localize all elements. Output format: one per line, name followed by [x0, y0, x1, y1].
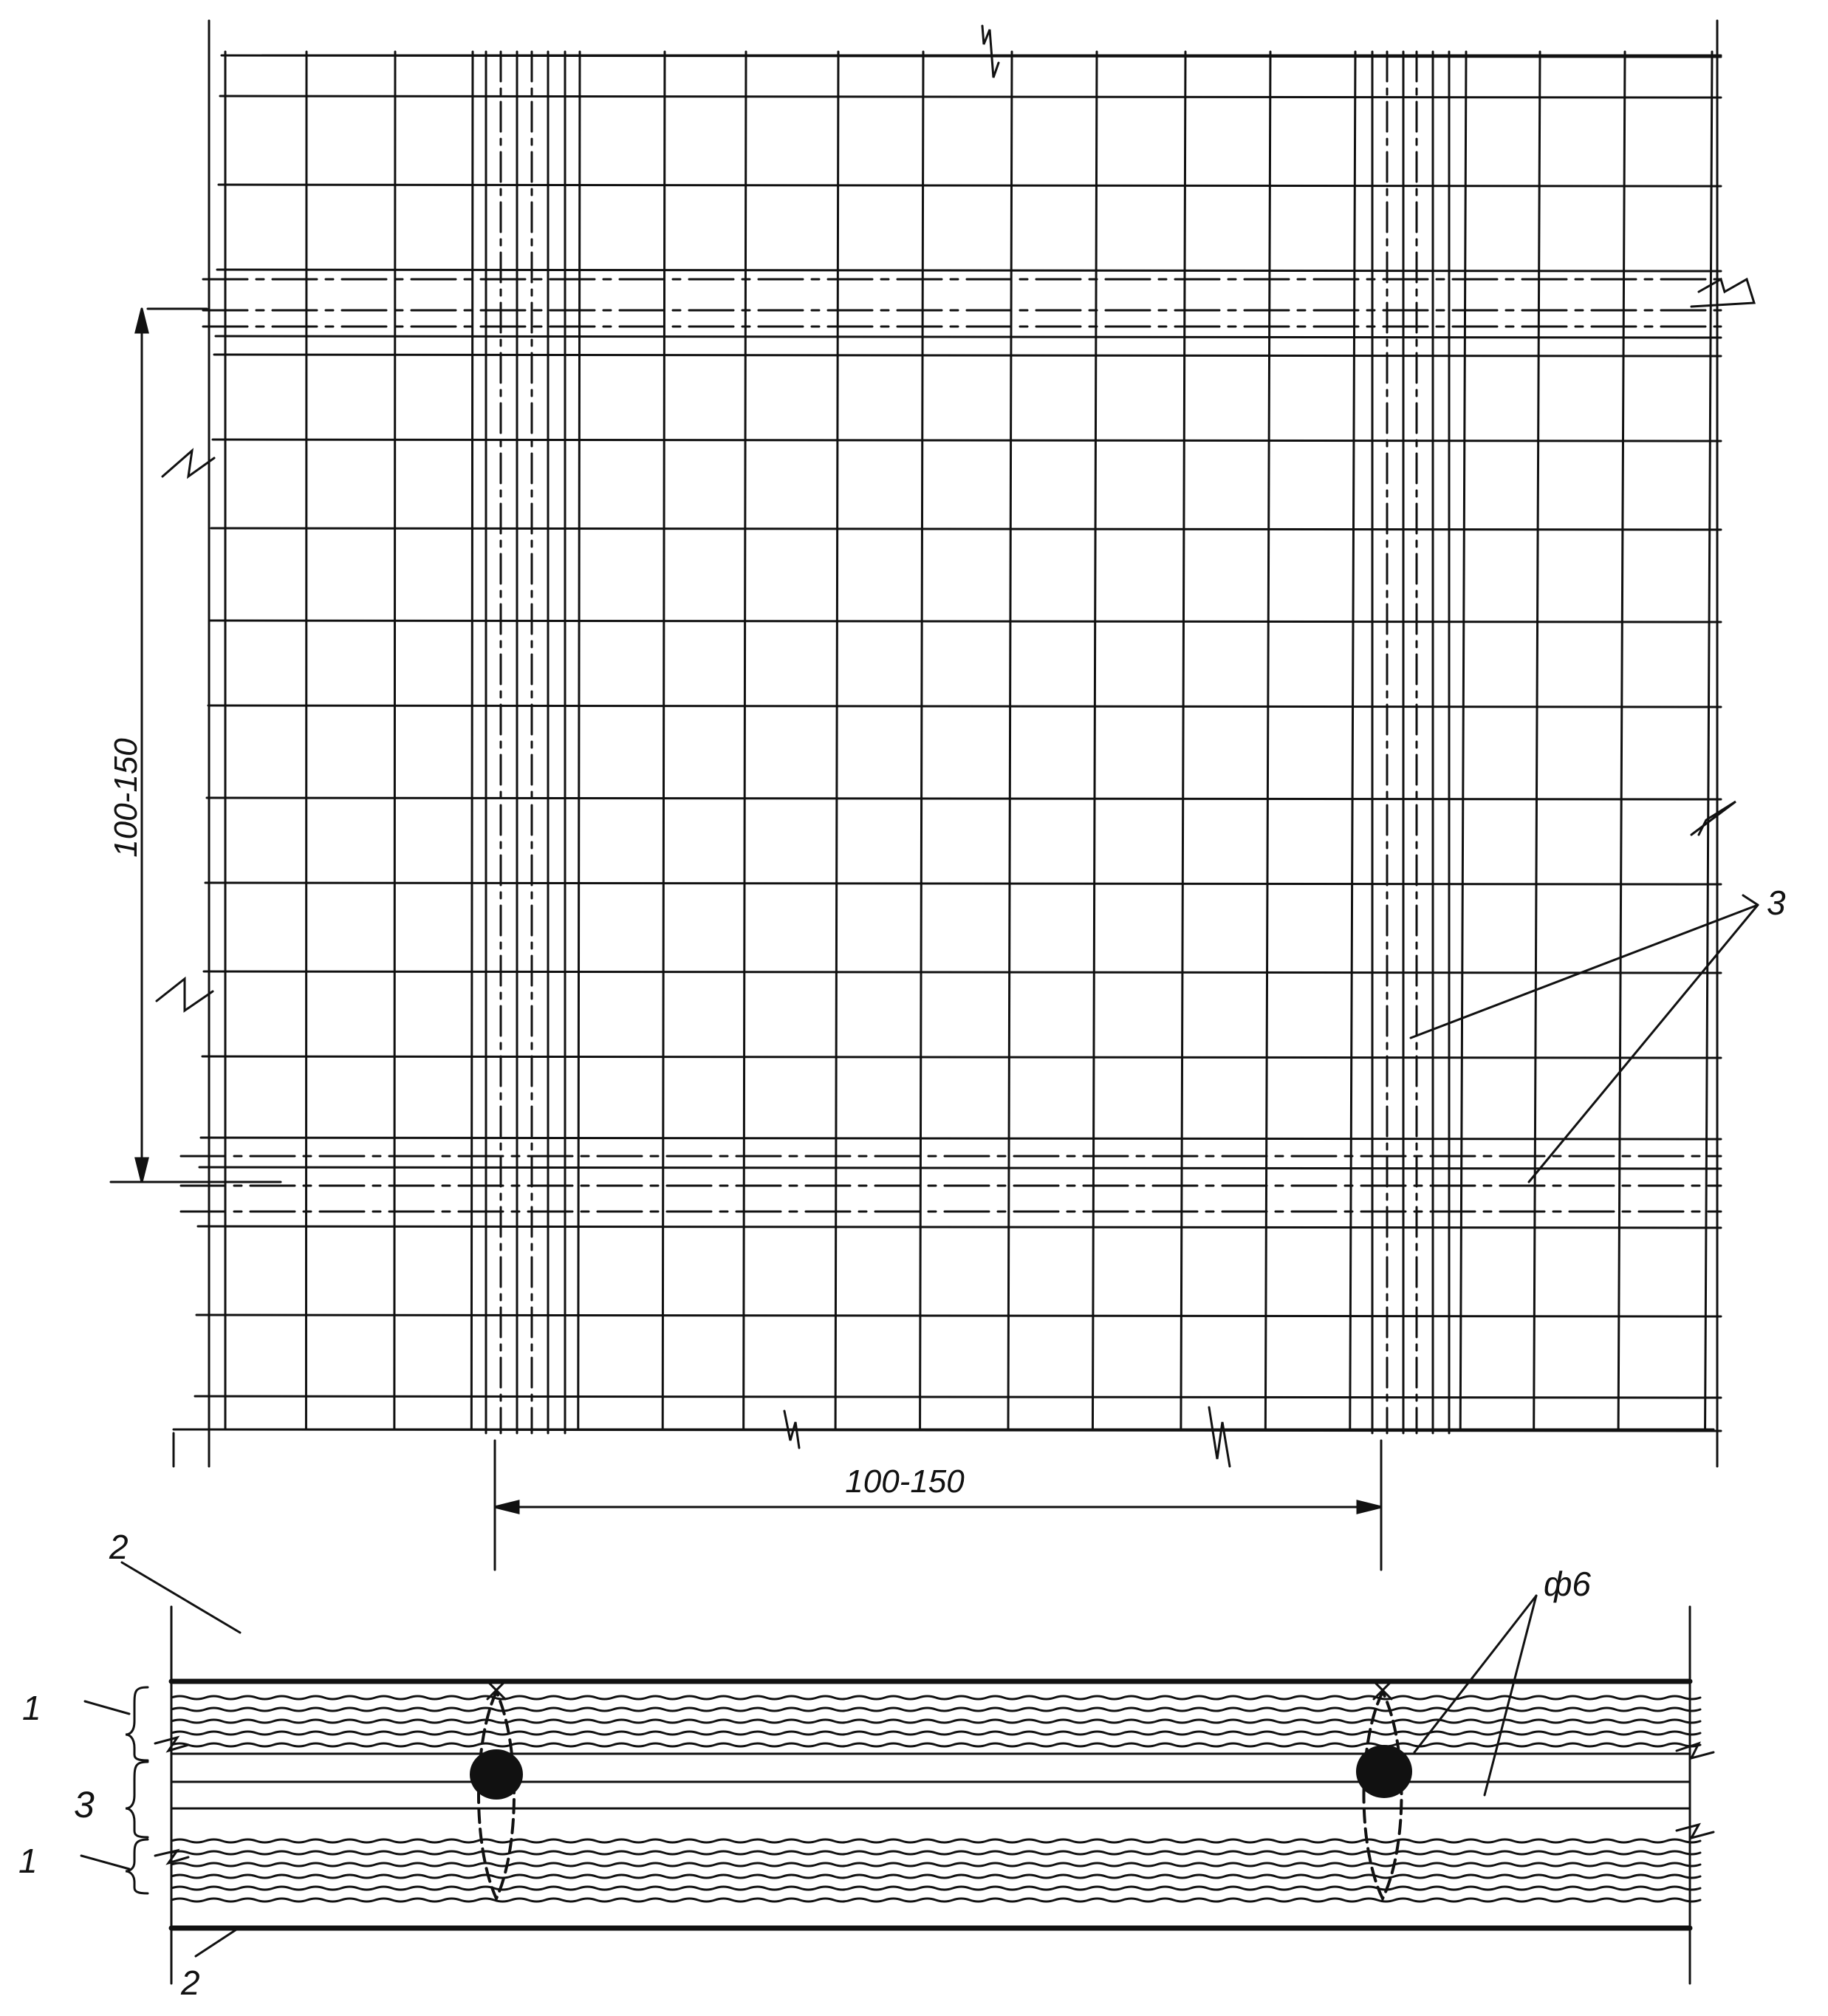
- mesh-horizontal-line: [204, 971, 1721, 973]
- wavy-layer-line: [171, 1720, 1700, 1723]
- mesh-vertical-line: [1705, 52, 1712, 1429]
- layer-label-leaders: [81, 1562, 240, 1956]
- vertical-dimension-label: 100-150: [108, 738, 144, 858]
- mesh-vertical-line: [1092, 52, 1097, 1429]
- mesh-grid: [174, 52, 1721, 1431]
- mesh-horizontal-line: [195, 1396, 1721, 1398]
- wavy-layer-line: [171, 1887, 1700, 1890]
- mesh-horizontal-line: [208, 705, 1721, 707]
- mesh-vertical-line: [1618, 52, 1625, 1429]
- layer-label-bottom-face: 2: [181, 1964, 200, 2002]
- mesh-vertical-line: [471, 52, 473, 1429]
- horizontal-dimension-label: 100-150: [845, 1463, 965, 1500]
- mesh-horizontal-line: [213, 440, 1721, 441]
- mesh-vertical-line: [744, 52, 746, 1429]
- middle-layer-lines: [171, 1754, 1690, 1808]
- layer-brackets: [126, 1687, 148, 1893]
- section-view: [18, 1528, 1714, 2002]
- mesh-horizontal-line: [196, 1315, 1721, 1316]
- horizontal-dimension: [174, 1433, 1381, 1570]
- rod-cross-section-right: [1356, 1745, 1412, 1798]
- wavy-layer-line: [171, 1863, 1700, 1866]
- rod-label: ф6: [1544, 1565, 1592, 1603]
- mesh-vertical-line: [1350, 52, 1355, 1429]
- layer-label-lower-layers: 1: [18, 1842, 38, 1880]
- mesh-horizontal-line: [198, 1226, 1721, 1228]
- mesh-horizontal-line: [217, 270, 1721, 271]
- mesh-horizontal-line: [210, 621, 1721, 622]
- mesh-horizontal-line: [205, 883, 1721, 884]
- stitch-strip-right: [1372, 52, 1449, 1433]
- mesh-horizontal-line: [216, 336, 1721, 338]
- mesh-vertical-line: [663, 52, 665, 1429]
- mesh-vertical-line: [306, 52, 307, 1429]
- wavy-layer-line: [171, 1899, 1700, 1901]
- mesh-vertical-line: [394, 52, 395, 1429]
- mesh-vertical-line: [1008, 52, 1012, 1429]
- mesh-horizontal-line: [214, 355, 1721, 356]
- plan-view: [108, 21, 1786, 1570]
- mesh-horizontal-line: [207, 798, 1721, 799]
- mesh-vertical-line: [920, 52, 923, 1429]
- wavy-layer-line: [171, 1851, 1700, 1854]
- callout-3-label: 3: [1767, 884, 1786, 922]
- layer-label-top-face: 2: [109, 1528, 129, 1566]
- wavy-layer-line: [171, 1839, 1700, 1842]
- break-marks: [157, 26, 1754, 1466]
- wavy-layer-line: [171, 1696, 1700, 1699]
- mesh-vertical-line: [1460, 52, 1466, 1429]
- wavy-layer-line: [171, 1708, 1700, 1711]
- wavy-layer-line: [171, 1743, 1700, 1746]
- mesh-vertical-line: [1181, 52, 1185, 1429]
- upper-wavy-layers: [171, 1696, 1700, 1746]
- stitch-strip-top: [203, 279, 1721, 327]
- rod-cross-section-left: [470, 1749, 523, 1800]
- mesh-vertical-line: [578, 52, 580, 1429]
- mesh-horizontal-line: [201, 1138, 1721, 1139]
- stitch-strip-bottom: [181, 1156, 1721, 1212]
- wavy-layer-line: [171, 1875, 1700, 1878]
- mesh-horizontal-line: [199, 1167, 1721, 1169]
- layer-label-upper-layers: 1: [22, 1689, 41, 1727]
- lower-wavy-layers: [171, 1839, 1700, 1901]
- mesh-horizontal-line: [202, 1056, 1721, 1058]
- section-break-marks: [155, 1737, 1714, 1863]
- mesh-vertical-line: [835, 52, 838, 1429]
- layer-label-middle-layer: 3: [74, 1784, 95, 1825]
- mesh-horizontal-line: [211, 528, 1721, 530]
- mesh-horizontal-line: [219, 185, 1721, 186]
- mesh-vertical-line: [1534, 52, 1540, 1429]
- wavy-layer-line: [171, 1732, 1700, 1735]
- mesh-horizontal-line: [220, 96, 1721, 98]
- mesh-vertical-line: [1265, 52, 1270, 1429]
